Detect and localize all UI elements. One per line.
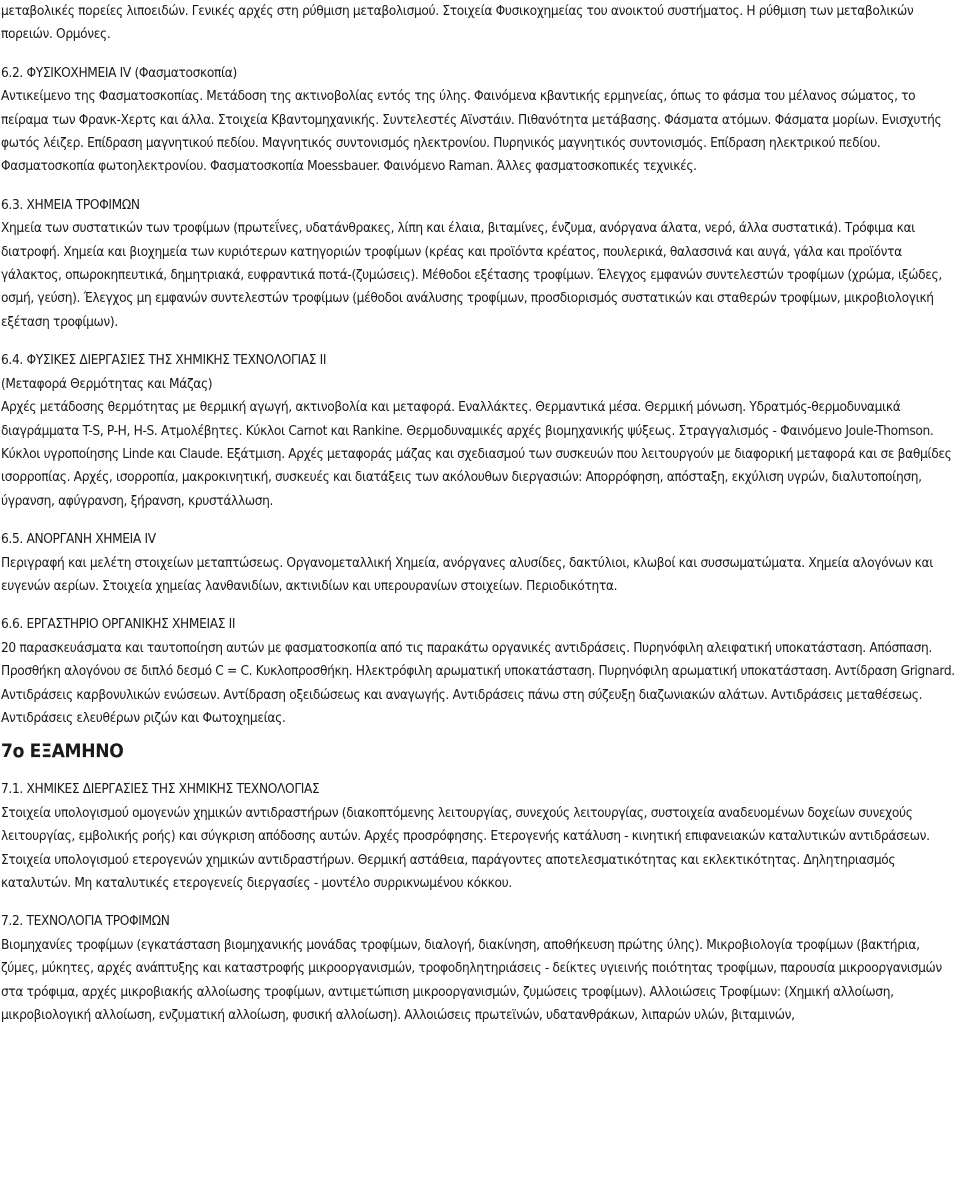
section-title: 7.1. ΧΗΜΙΚΕΣ ΔΙΕΡΓΑΣΙΕΣ ΤΗΣ ΧΗΜΙΚΗΣ ΤΕΧΝΟΛΟΓΙΑΣ bbox=[1, 781, 320, 798]
section-title: 6.2. ΦΥΣΙΚΟΧΗΜΕΙΑ IV (Φασματοσκοπία) bbox=[1, 64, 237, 81]
spacer bbox=[1, 895, 960, 910]
section-body: Βιομηχανίες τροφίμων (εγκατάσταση βιομηχανικής μονάδας τροφίμων, διαλογή, διακίνηση, αποθήκευση πρώτης ύλης). Μικροβιολογία τροφίμων (βακτήρια, ζύμες, μύκητες, αρχές ανάπτυξης και καταστροφής μικροοργανισμών, τροφοδηλητηριάσεις - δείκτες υγιεινής ποιότητας τροφίμων, παρουσία μικροοργανισμών στα τρόφιμα, αρχές μικροβιακής αλλοίωσης τροφίμων, αντιμετώπιση μικροοργανισμών, ζυμώσεις τροφίμων). Αλλοιώσεις Τροφίμων: (Χημική αλλοίωση, μικροβιολογική αλλοίωση, ενζυματική αλλοίωση, φυσική αλλοίωση). Αλλοιώσεις πρωτεϊνών, υδατανθράκων, λιπαρών υλών, βιταμινών, bbox=[1, 936, 942, 1024]
section-6-4 bbox=[1, 349, 960, 513]
spacer bbox=[1, 47, 960, 62]
section-body: Περιγραφή και μελέτη στοιχείων μεταπτώσεως. Οργανομεταλλική Χημεία, ανόργανες αλυσίδες, δακτύλιοι, κλωβοί και συσσωματώματα. Χημεία αλογόνων και ευγενών αερίων. Στοιχεία χημείας λανθανιδίων, ακτινιδίων και υπερουρανίων στοιχείων. Περιοδικότητα. bbox=[1, 554, 933, 594]
spacer bbox=[1, 598, 960, 613]
section-6-3 bbox=[1, 194, 960, 334]
section-title: 7.2. ΤΕΧΝΟΛΟΓΙΑ ΤΡΟΦΙΜΩΝ bbox=[1, 913, 170, 930]
section-7-1 bbox=[1, 778, 960, 895]
section-body: Χημεία των συστατικών των τροφίμων (πρωτεΐνες, υδατάνθρακες, λίπη και έλαια, βιταμίνες, ένζυμα, ανόργανα άλατα, νερό, άλλα συστατικά). Τρόφιμα και διατροφή. Χημεία και βιοχημεία των κυριότερων κατηγοριών τροφίμων (κρέας και προϊόντα κρέατος, πουλερικά, θαλασσινά και αυγά, γάλα και προϊόντα γάλακτος, οπωροκηπευτικά, δημητριακά, ευφραντικά ποτά-(ζυμώσεις). Μέθοδοι εξέτασης τροφίμων. Έλεγχος εμφανών συντελεστών τροφίμων (χρώμα, ιξώδες, οσμή, γεύση). Έλεγχος μη εμφανών συντελεστών τροφίμων (μέθοδοι ανάλυσης τροφίμων, προσδιορισμός συστατικών και σταθερών τροφίμων, μικροβιολογική εξέταση τροφίμων). bbox=[1, 220, 942, 330]
section-body: Στοιχεία υπολογισμού ομογενών χημικών αντιδραστήρων (διακοπτόμενης λειτουργίας, συνεχούς λειτουργίας, συστοιχεία αναδευομένων δοχείων συνεχούς λειτουργίας, εμβολικής ροής) και σύγκριση απόδοσης αυτών. Αρχές προσρόφησης. Ετερογενής κατάλυση - κινητική επιφανειακών καταλυτικών αντιδράσεων. Στοιχεία υπολογισμού ετερογενών χημικών αντιδραστήρων. Θερμική αστάθεια, παράγοντες αποτελεσματικότητας και εκλεκτικότητας. Δηλητηριασμός καταλυτών. Μη καταλυτικές ετερογενείς διεργασίες - μοντέλο συρρικνωμένου κόκκου. bbox=[1, 804, 930, 891]
section-body: Αρχές μετάδοσης θερμότητας με θερμική αγωγή, ακτινοβολία και μεταφορά. Εναλλάκτες. Θερμαντικά μέσα. Θερμική μόνωση. Υδρατμός-θερμοδυναμικά διαγράμματα T-S, P-H, H-S. Ατμολέβητες. Κύκλοι Carnot και Rankine. Θερμοδυναμικές αρχές βιομηχανικής ψύξεως. Στραγγαλισμός - Φαινόμενο Joule-Thomson. Κύκλοι υγροποίησης Linde και Claude. Εξάτμιση. Αρχές μεταφοράς μάζας και σχεδιασμού των συσκευών που λειτουργούν με διαφορική μεταφορά και σε βαθμίδες ισορροπίας. Αρχές, ισορροπία, μακροκινητική, συσκευές και διατάξεις των ακόλουθων διεργασιών: Απορρόφηση, απόσταξη, εκχύλιση υγρών, διαλυτοποίηση, ύγρανση, αφύγρανση, ξήρανση, κρυστάλλωση. bbox=[1, 399, 952, 509]
section-title: 6.3. ΧΗΜΕΙΑ ΤΡΟΦΙΜΩΝ bbox=[1, 196, 140, 213]
section-title: 6.6. ΕΡΓΑΣΤΗΡΙΟ ΟΡΓΑΝΙΚΗΣ ΧΗΜΕΙΑΣ II bbox=[1, 616, 236, 633]
section-body: 20 παρασκευάσματα και ταυτοποίηση αυτών με φασματοσκοπία από τις παρακάτω οργανικές αντιδράσεις. Πυρηνόφιλη αλειφατική υποκατάσταση. Απόσπαση. Προσθήκη αλογόνου σε διπλό δεσμό C = C. Κυκλοπροσθήκη. Ηλεκτρόφιλη αρωματική υποκατάσταση. Πυρηνόφιλη αρωματική υποκατάσταση. Αντίδραση Grignard. Αντιδράσεις καρβονυλικών ενώσεων. Αντίδραση οξειδώσεως και αναγωγής. Αντιδράσεις πάνω στη σύζευξη διαζωνιακών αλάτων. Αντιδράσεις μεταθέσεως. Αντιδράσεις ελευθέρων ριζών και Φωτοχημείας. bbox=[1, 639, 955, 726]
semester-heading: 7ο ΕΞΑΜΗΝΟ bbox=[1, 740, 124, 763]
section-body: Αντικείμενο της Φασματοσκοπίας. Μετάδοση της ακτινοβολίας εντός της ύλης. Φαινόμενα κβαντικής ερμηνείας, όπως το φάσμα του μέλανος σώματος, το πείραμα των Φρανκ-Χερτς και άλλα. Στοιχεία Κβαντομηχανικής. Συντελεστές Αϊνστάιν. Πιθανότητα μετάβασης. Φάσματα ατόμων. Φάσματα μορίων. Ενισχυτής φωτός λέιζερ. Επίδραση μαγνητικού πεδίου. Μαγνητικός συντονισμός ηλεκτρονίου. Πυρηνικός μαγνητικός συντονισμός. Επίδραση ηλεκτρικού πεδίου. Φασματοσκοπία φωτοηλεκτρονίου. Φασματοσκοπία Moessbauer. Φαινόμενο Raman. Άλλες φασματοσκοπικές τεχνικές. bbox=[1, 88, 942, 175]
section-title: 6.5. ΑΝΟΡΓΑΝΗ ΧΗΜΕΙΑ IV bbox=[1, 531, 156, 548]
spacer bbox=[1, 179, 960, 194]
section-6-2 bbox=[1, 62, 960, 179]
section-7-2 bbox=[1, 910, 960, 1027]
spacer bbox=[1, 334, 960, 349]
section-title: 6.4. ΦΥΣΙΚΕΣ ΔΙΕΡΓΑΣΙΕΣ ΤΗΣ ΧΗΜΙΚΗΣ ΤΕΧΝΟΛΟΓΙΑΣ II bbox=[1, 352, 327, 369]
section-6-6 bbox=[1, 613, 960, 730]
section-6-5 bbox=[1, 528, 960, 598]
section-subtitle: (Μεταφορά Θερμότητας και Μάζας) bbox=[1, 375, 213, 392]
intro-paragraph: μεταβολικές πορείες λιποειδών. Γενικές αρχές στη ρύθμιση μεταβολισμού. Στοιχεία Φυσικοχημείας του ανοικτού συστήματος. Η ρύθμιση των μεταβολικών πορειών. Ορμόνες. bbox=[1, 3, 914, 43]
spacer bbox=[1, 513, 960, 528]
